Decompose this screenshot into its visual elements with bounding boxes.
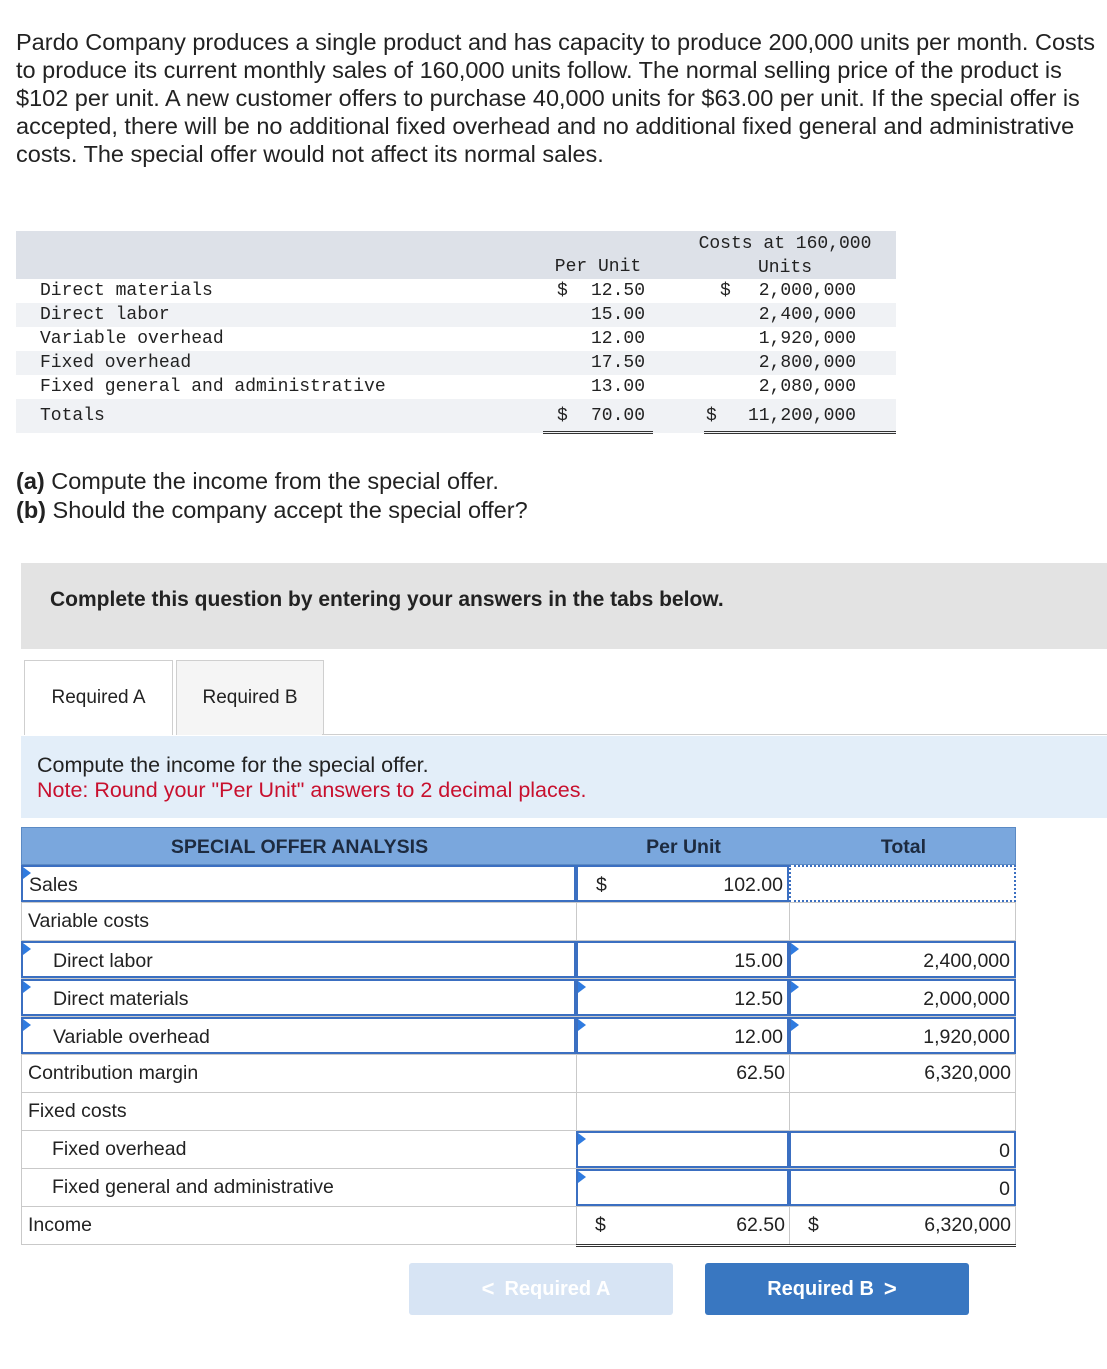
total-double-rule: [543, 431, 653, 434]
direct-labor-label-select[interactable]: Direct labor: [21, 941, 576, 978]
dropdown-marker-icon: [578, 1133, 586, 1145]
income-double-rule: [576, 1244, 1016, 1247]
dropdown-marker-icon: [578, 1019, 586, 1031]
direct-materials-per-unit-input[interactable]: 12.50: [576, 979, 789, 1016]
direct-materials-label-select[interactable]: Direct materials: [21, 979, 576, 1016]
variable-overhead-label-select[interactable]: Variable overhead: [21, 1017, 576, 1054]
tab-required-b[interactable]: Required B: [176, 660, 324, 735]
table-row: [21, 1017, 1016, 1055]
cost-row: Fixed general and administrative 13.00 2,080,000: [40, 377, 856, 397]
direct-materials-total-input[interactable]: 2,000,000: [789, 979, 1016, 1016]
tab-divider: [322, 734, 1107, 735]
cost-row: Variable overhead 12.00 1,920,000: [40, 329, 856, 349]
cost-row: Direct materials $ 12.50 $ 2,000,000: [40, 281, 856, 301]
cost-table: [16, 231, 896, 433]
contribution-margin-per-unit: 62.50: [576, 1055, 789, 1092]
sales-label-select[interactable]: Sales: [21, 865, 576, 902]
rounding-note: Note: Round your "Per Unit" answers to 2 decimal places.: [37, 778, 587, 802]
cost-table-header: [16, 231, 896, 279]
previous-required-a-button[interactable]: < Required A: [409, 1263, 673, 1315]
table-row: Contribution margin 62.50 6,320,000: [21, 1055, 1016, 1093]
fixed-overhead-total-input[interactable]: 0: [789, 1131, 1016, 1168]
contribution-margin-total: 6,320,000: [789, 1055, 1016, 1092]
table-row: Variable costs: [21, 903, 1016, 941]
table-row: Fixed overhead 0: [21, 1131, 1016, 1169]
dropdown-marker-icon: [791, 1019, 799, 1031]
table-row: [21, 979, 1016, 1017]
total-double-rule: [704, 431, 896, 434]
direct-labor-total-input[interactable]: 2,400,000: [789, 941, 1016, 978]
fixed-ga-per-unit-input[interactable]: [576, 1169, 789, 1206]
income-per-unit: $ 62.50: [576, 1207, 789, 1244]
dropdown-marker-icon: [791, 981, 799, 993]
questions: (a) Compute the income from the special offer. (b) Should the company accept the special offer?: [16, 468, 528, 523]
instructions-banner: Complete this question by entering your answers in the tabs below.: [21, 563, 1107, 649]
dropdown-marker-icon: [23, 943, 31, 955]
dropdown-marker-icon: [23, 867, 31, 879]
problem-statement: Pardo Company produces a single product and has capacity to produce 200,000 units per month. Costs to produce its current monthly sales of 160,000 units follow. The normal selling price of the product is $102 per unit. A new customer offers to purchase 40,000 units for $63.00 per unit. If the special offer is accepted, there will be no additional fixed overhead and no additional fixed general and administrative costs. The special offer would not affect its normal sales.: [16, 29, 1096, 167]
fixed-ga-total-input[interactable]: 0: [789, 1169, 1016, 1206]
next-required-b-button[interactable]: Required B >: [705, 1263, 969, 1315]
chevron-left-icon: <: [481, 1276, 495, 1301]
cost-row: Direct labor 15.00 2,400,000: [16, 303, 896, 327]
dropdown-marker-icon: [23, 981, 31, 993]
table-row: Fixed costs: [21, 1093, 1016, 1131]
special-offer-analysis-table: [21, 827, 1016, 1247]
tab-required-a[interactable]: Required A: [24, 660, 173, 735]
costs-header: Costs at 160,000 Units: [698, 234, 872, 278]
fixed-overhead-per-unit-input[interactable]: [576, 1131, 789, 1168]
dropdown-marker-icon: [23, 1019, 31, 1031]
income-total: $ 6,320,000: [789, 1207, 1016, 1244]
table-row: Fixed general and administrative 0: [21, 1169, 1016, 1207]
dropdown-marker-icon: [578, 981, 586, 993]
per-unit-header: Per Unit: [554, 257, 642, 277]
variable-overhead-per-unit-input[interactable]: 12.00: [576, 1017, 789, 1054]
analysis-header: SPECIAL OFFER ANALYSIS Per Unit Total: [21, 827, 1016, 865]
task-instructions: Compute the income for the special offer. Note: Round your "Per Unit" answers to 2 decimal places.: [21, 736, 1107, 818]
direct-labor-per-unit-input[interactable]: 15.00: [576, 941, 789, 978]
dropdown-marker-icon: [578, 1171, 586, 1183]
table-row: [21, 865, 1016, 903]
sales-per-unit-input[interactable]: $ 102.00: [576, 865, 789, 902]
variable-overhead-total-input[interactable]: 1,920,000: [789, 1017, 1016, 1054]
dropdown-marker-icon: [791, 943, 799, 955]
sales-total-input[interactable]: [789, 865, 1016, 902]
table-row: Income $ 62.50 $ 6,320,000: [21, 1207, 1016, 1245]
cost-totals-row: Totals $ 70.00 $ 11,200,000: [16, 399, 896, 433]
cost-row: Fixed overhead 17.50 2,800,000: [16, 351, 896, 375]
chevron-right-icon: >: [883, 1276, 897, 1301]
table-row: [21, 941, 1016, 979]
